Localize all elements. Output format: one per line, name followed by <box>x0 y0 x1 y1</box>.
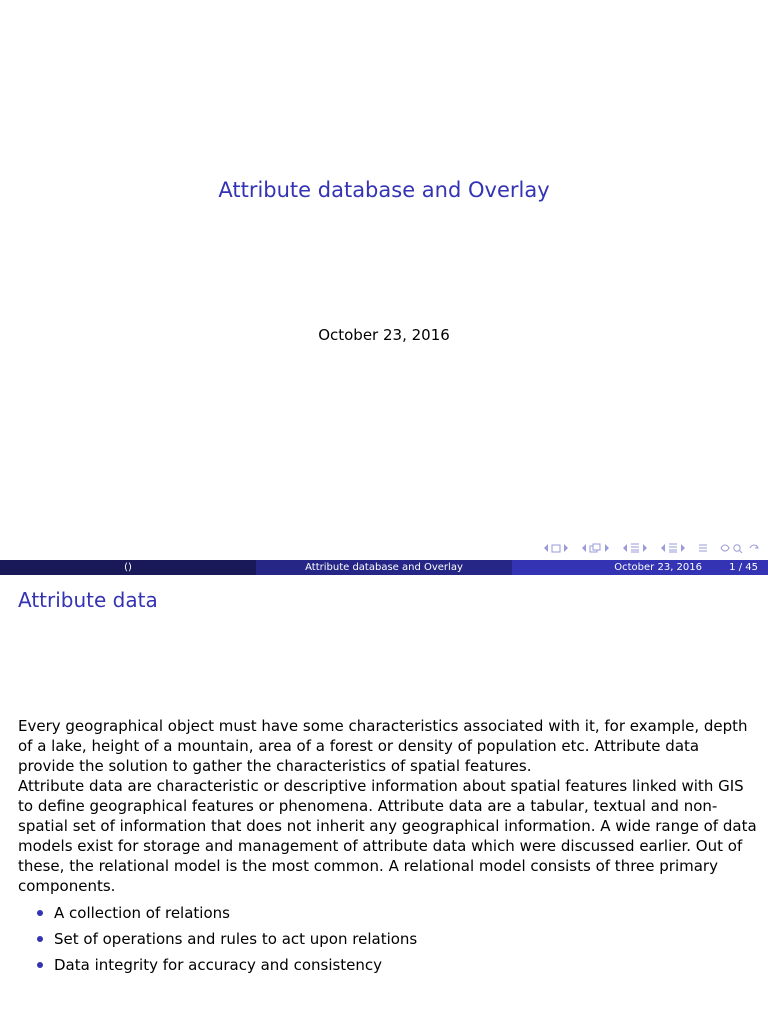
footline-date: October 23, 2016 <box>614 562 702 573</box>
frame-title: Attribute data <box>18 588 158 612</box>
slide-body <box>18 716 758 978</box>
nav-next-part-icon[interactable] <box>680 544 686 552</box>
list-item-text: Data integrity for accuracy and consistency <box>54 956 383 974</box>
paragraph: Attribute data are characteristic or descriptive information about spatial features linked with GIS to define geographical features or phenomena. Attribute data are a tabular, textual and non-spatial set of information that does not inherit any geographical information. A wide range of data models exist for storage and management of attribute data which were discussed earlier. Out of these, the relational model is the most common. A relational model consists of three primary components. <box>18 777 757 895</box>
nav-appendix-icon[interactable] <box>698 543 708 553</box>
list-item <box>18 900 758 926</box>
nav-frame-group <box>543 544 569 553</box>
nav-search-group <box>720 543 760 553</box>
content-slide <box>0 576 768 1024</box>
nav-next-subsection-icon[interactable] <box>604 544 610 552</box>
nav-next-section-icon[interactable] <box>642 544 648 552</box>
list-item <box>18 926 758 952</box>
nav-search-icon[interactable] <box>720 543 760 553</box>
footline-title: Attribute database and Overlay <box>256 560 512 575</box>
bullet-icon <box>37 910 43 916</box>
footline <box>0 560 768 575</box>
bullet-icon <box>37 936 43 942</box>
footline-author: () <box>0 560 256 575</box>
footline-page-number: 1 / 45 <box>729 562 758 573</box>
nav-subsection-icon[interactable] <box>589 543 602 553</box>
nav-subsubsection-group <box>660 543 686 553</box>
bullet-icon <box>37 962 43 968</box>
nav-prev-subsection-icon[interactable] <box>581 544 587 552</box>
nav-prev-section-icon[interactable] <box>622 544 628 552</box>
presentation-title: Attribute database and Overlay <box>218 178 550 202</box>
bullet-list <box>18 900 758 978</box>
nav-prev-frame-icon[interactable] <box>543 544 549 552</box>
nav-subsection-group <box>581 543 610 553</box>
list-item-text: Set of operations and rules to act upon relations <box>54 930 418 948</box>
nav-part-icon[interactable] <box>668 543 678 553</box>
beamer-navigation-bar <box>535 541 760 555</box>
nav-frame-icon[interactable] <box>551 544 561 553</box>
nav-section-icon[interactable] <box>630 543 640 553</box>
presentation-date: October 23, 2016 <box>318 326 450 344</box>
nav-section-group <box>622 543 648 553</box>
footline-date-page <box>512 560 768 575</box>
nav-next-frame-icon[interactable] <box>563 544 569 552</box>
paragraph: Every geographical object must have some characteristics associated with it, for example, depth of a lake, height of a mountain, area of a forest or density of population etc. Attribute data provide the solution to gather the characteristics of spatial features. <box>18 717 748 775</box>
nav-appendix-group <box>698 543 708 553</box>
list-item <box>18 952 758 978</box>
nav-prev-part-icon[interactable] <box>660 544 666 552</box>
list-item-text: A collection of relations <box>54 904 230 922</box>
